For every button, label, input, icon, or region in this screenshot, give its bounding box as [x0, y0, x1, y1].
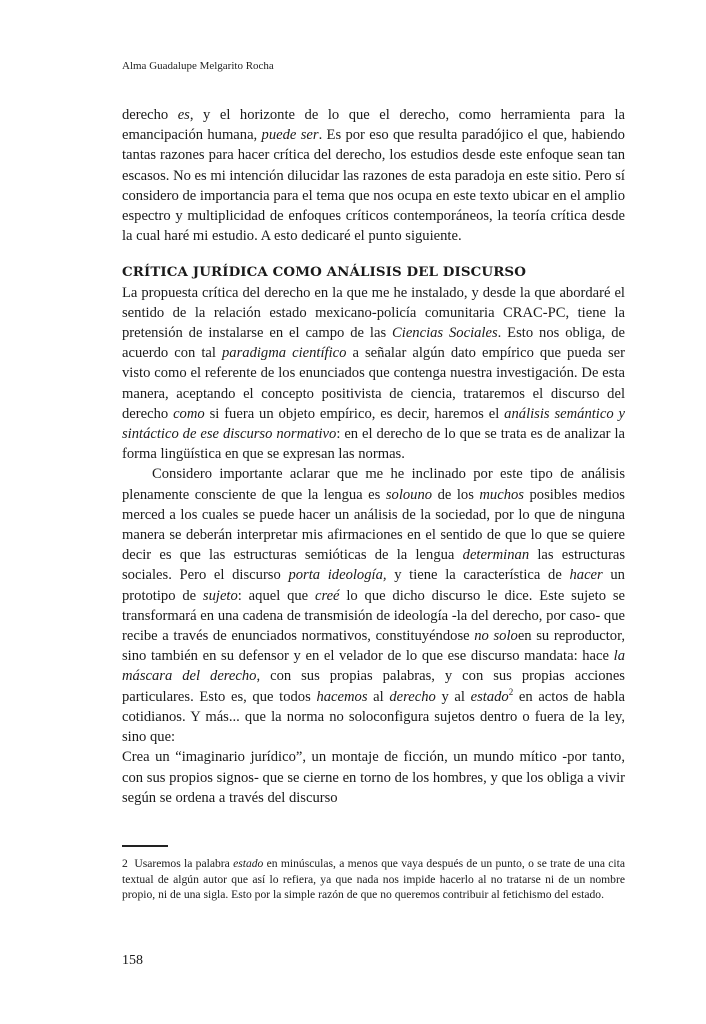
text-span: Considero importante aclarar que me he inclinado por este tipo de análisis plenamente consciente de que la lengua es	[122, 466, 625, 503]
italic-span: Ciencias Sociales	[392, 325, 498, 342]
text-span: y al	[435, 688, 471, 705]
text-span: . Esto nos obliga, de acuerdo con tal	[122, 325, 625, 362]
text-span: La propuesta crítica del derecho en la que me he instalado, y desde la que abordaré el sentido de la relación estado mexicano-policía comunitaria CRAC-PC, tiene la pretensión de instalarse en el campo de las	[122, 284, 625, 342]
text-span: derecho	[122, 107, 178, 123]
text-span: si fuera un objeto empírico, es decir, haremos el	[204, 405, 505, 422]
text-span: en su reproductor, sino también en su defensor y en el velador de lo que ese discurso mandata: hace	[122, 628, 626, 665]
body-text	[122, 105, 625, 808]
italic-span: estado	[233, 857, 264, 870]
text-span: en actos de habla cotidianos. Y más... que la norma no soloconfigura sujetos dentro o fuera de la ley, sino que:	[122, 688, 625, 746]
text-span: las estructuras sociales. Pero el discurso	[122, 547, 625, 584]
text-span: : aquel que	[237, 587, 315, 604]
text-span: . Es por eso que resulta paradójico el que, habiendo tantas razones para hacer crítica del derecho, los estudios desde este enfoque sean tan escasos. No es mi intención dilucidar las razones de esta paradoja en este sitio. Pero sí considero de importancia para el tema que nos ocupa en este texto ubicar en el amplio espectro y multiplicidad de enfoques críticos contemporáneos, la teoría crítica desde la cual haré mi estudio. A esto dedicaré el punto siguiente.	[122, 127, 625, 245]
text-span: posibles medios merced a los cuales se puede hacer un análisis de la sociedad, por lo que de ninguna manera se deberán interpretar mis afirmaciones en el sentido de que lo que se quiere decir es que las estructuras semióticas de la lengua	[122, 486, 625, 564]
section-heading: CRÍTICA JURÍDICA COMO ANÁLISIS DEL DISCURSO	[122, 264, 526, 281]
text-span: Usaremos la palabra	[134, 857, 234, 870]
italic-span: determinan	[462, 547, 530, 564]
text-span: , y el horizonte de lo que el derecho, como herramienta para la emancipación humana,	[122, 107, 625, 144]
text-span: lo que dicho discurso le dice. Este sujeto se transformará en una cadena de transmisión de ideología -la del derecho, por caso- que recibe a través de enunciados normativos, constituyéndose	[122, 587, 625, 645]
italic-span: hacemos	[316, 688, 368, 705]
page-number: 158	[122, 953, 143, 968]
italic-span: análisis semántico y sintáctico de ese discurso normativo	[122, 405, 625, 443]
text-span: en minúsculas, a menos que vaya después de un punto, o se trate de una cita textual de algún autor que así lo refiera, ya que nada nos impide hacerlo al no tratarse ni de un nombre propio, ni de una sigla. Esto por la simple razón de que no queremos contribuir al fetichismo del estado.	[122, 857, 625, 901]
footnote-number: 2	[122, 857, 128, 870]
italic-span: muchos	[479, 486, 524, 503]
text-span: de los	[432, 486, 480, 503]
paragraph-1	[122, 105, 625, 246]
italic-span: hacer	[569, 567, 603, 584]
block-quote: Crea un “imaginario jurídico”, un montaje de ficción, un mundo mítico -por tanto, con sus propios signos- que se cierne en torno de los hombres, y que los obliga a vivir según se ordena a través del discurso	[122, 749, 625, 806]
paragraph-2	[122, 283, 625, 465]
text-span: , con sus propias palabras, y con sus propias acciones particulares. Esto es, que todos	[122, 668, 625, 705]
italic-span: estado	[470, 688, 509, 705]
italic-span: puede ser	[261, 127, 319, 144]
italic-span: como	[173, 405, 205, 422]
paragraph-3	[122, 464, 625, 747]
italic-span: solouno	[385, 486, 433, 503]
footnote	[122, 856, 625, 903]
footnote-marker: 2	[508, 686, 514, 697]
running-head: Alma Guadalupe Melgarito Rocha	[122, 60, 274, 72]
text-span: : en el derecho de lo que se trata es de analizar la forma lingüística en que se expresan las normas.	[122, 426, 625, 463]
text-span: y tiene la característica de	[386, 567, 570, 584]
italic-span: no solo	[474, 628, 518, 645]
italic-span: porta ideología,	[288, 567, 387, 584]
italic-span: es	[177, 107, 190, 123]
italic-span: creé	[314, 587, 340, 604]
text-span: un prototipo de	[122, 567, 625, 604]
italic-span: la máscara del derecho	[122, 648, 625, 685]
footnote-rule	[122, 845, 168, 847]
italic-span: sujeto	[202, 587, 238, 604]
text-span: a señalar algún dato empírico que pueda ser visto como el referente de los enunciados que contenga nuestra investigación. De esta manera, aceptando el concepto positivista de ciencia, trataremos el discurso del derecho	[122, 345, 625, 422]
italic-span: paradigma científico	[222, 345, 347, 362]
text-span: al	[367, 688, 390, 705]
italic-span: derecho	[389, 688, 436, 705]
